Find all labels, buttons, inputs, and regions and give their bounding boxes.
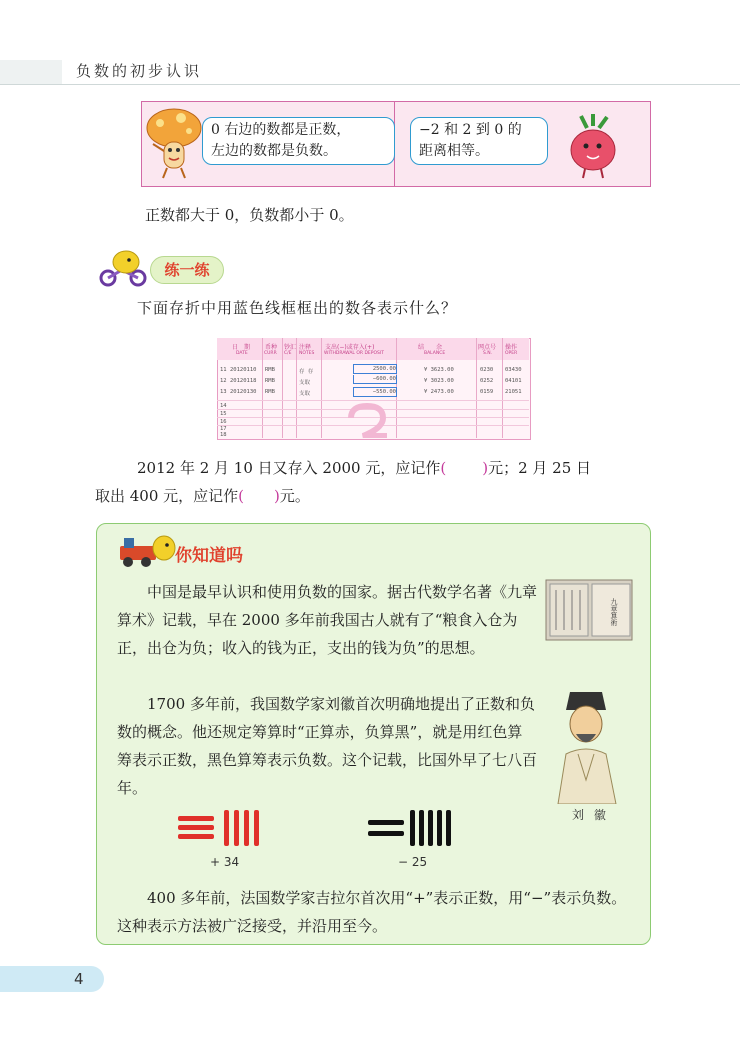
train-icon [116, 530, 178, 570]
speech-line: 距离相等。 [419, 143, 489, 159]
ledger-subheader-sn: S.N. [483, 351, 493, 356]
ledger-header-sn: 网点号 [478, 344, 497, 351]
speech-line: −2 和 2 到 0 的 [419, 122, 522, 138]
ledger-cell-balance: ¥ 2473.00 [424, 389, 454, 395]
chapter-title: 负数的初步认识 [76, 62, 203, 80]
watermark-swirl-graphic [345, 402, 393, 438]
fill-text: 元。 [279, 487, 310, 505]
ledger-cell-date: 20120110 [230, 367, 257, 373]
ledger-column-rule [282, 338, 283, 438]
positive-rod-label: + 34 [210, 855, 240, 869]
ledger-column-rule [321, 338, 322, 438]
ledger-subheader-notes: NOTES [299, 351, 315, 356]
ledger-cell-curr: RMB [265, 378, 275, 384]
book-title-lettering: 九章算術 [610, 598, 618, 626]
history-paragraph-2: 1700 多年前，我国数学家刘徽首次明确地提出了正数和负数的概念。他还规定筹算时“正算赤，负算黑”，就是用红色算筹表示正数，黑色算筹表示负数。这个记载，比国外早了七八百年。 [117, 695, 538, 797]
header-tab [0, 60, 62, 84]
ledger-subheader-balance: BALANCE [424, 351, 446, 356]
ledger-column-rule [296, 338, 297, 438]
ledger-cell-amount-highlighted: −600.00 [353, 375, 397, 384]
ledger-cell-oper: 21051 [505, 389, 522, 395]
ledger-cell-sn: 0159 [480, 389, 494, 395]
ledger-subheader-oper: OPER [505, 351, 518, 356]
speech-bubble-right [410, 117, 548, 165]
page-number-tab [0, 966, 104, 992]
history-paragraph-3: 400 多年前，法国数学家吉拉尔首次用“+”表示正数，用“−”表示负数。这种表示方法被广泛接受，并沿用至今。 [117, 889, 627, 935]
history-paragraph-1: 中国是最早认识和使用负数的国家。据古代数学名著《九章算术》记载，早在 2000 多年前我国古人就有了“粮食入仓为正，出仓为负；收入的钱为正，支出的钱为负”的思想。 [117, 583, 538, 657]
fill-blank-line-1 [137, 454, 591, 482]
ledger-header-ce: 钞汇 [284, 344, 297, 351]
speech-bubble-left [202, 117, 395, 165]
radish-character-illustration [563, 114, 623, 180]
ledger-header-notes: 注释 [299, 344, 312, 351]
ledger-header-oper: 操作 [505, 344, 518, 351]
ledger-cell-oper: 04101 [505, 378, 522, 384]
answer-blank-close: ) [482, 459, 489, 477]
speech-line: 左边的数都是负数。 [211, 143, 337, 159]
ledger-cell-note: 存 存 [299, 369, 314, 375]
ledger-row-number: 18 [220, 432, 227, 438]
header-divider [0, 84, 740, 85]
ledger-cell-sn: 0252 [480, 378, 494, 384]
ledger-cell-amount-highlighted: 2500.00 [353, 364, 397, 374]
ledger-row-number: 12 [220, 378, 227, 384]
ledger-subheader-curr: CURR [264, 351, 277, 356]
answer-blank-close: ) [274, 487, 280, 505]
ledger-header-balance: 结 余 [418, 344, 443, 351]
fill-text: 2012 年 2 月 10 日又存入 2000 元，应记作 [137, 459, 441, 477]
ledger-header-date: 日 期 [232, 344, 251, 351]
ledger-header-curr: 币种 [265, 344, 278, 351]
ledger-cell-curr: RMB [265, 389, 275, 395]
negative-rod-label: − 25 [398, 855, 428, 869]
fill-text: 元；2 月 25 日 [488, 459, 592, 477]
ledger-row-number: 17 [220, 426, 227, 432]
ledger-cell-date: 20120118 [230, 378, 257, 384]
ledger-cell-note: 支取 [299, 391, 311, 397]
did-you-know-title: 你知道吗 [175, 546, 243, 566]
red-counting-rods-positive [176, 808, 272, 848]
ledger-subheader-date: DATE [236, 351, 248, 356]
mushroom-character-illustration [145, 106, 203, 180]
fill-text: 取出 400 元，应记作 [95, 487, 239, 505]
black-counting-rods-negative [366, 808, 462, 848]
ledger-cell-balance: ¥ 3623.00 [424, 367, 454, 373]
ledger-cell-balance: ¥ 3023.00 [424, 378, 454, 384]
ledger-header-amount: 支出(−)或存入(+) [325, 344, 375, 351]
ledger-row-number: 15 [220, 411, 227, 417]
ledger-subheader-amount: WITHDRAWAL OR DEPOSIT [324, 351, 384, 356]
fill-blank-line-2 [95, 482, 310, 510]
page-number: 4 [74, 970, 84, 988]
liu-hui-portrait [536, 680, 636, 804]
ledger-row-rule [217, 400, 529, 401]
answer-blank-open: ( [440, 459, 447, 477]
ledger-row-number: 11 [220, 367, 227, 373]
ledger-cell-curr: RMB [265, 367, 275, 373]
portrait-caption: 刘 徽 [572, 808, 609, 822]
ledger-column-rule [262, 338, 263, 438]
ledger-cell-amount-highlighted: −550.00 [353, 387, 397, 397]
practice-label: 练一练 [150, 256, 224, 284]
ledger-cell-date: 20120130 [230, 389, 257, 395]
ledger-row-number: 13 [220, 389, 227, 395]
statement-text: 正数都大于 0，负数都小于 0。 [145, 206, 354, 224]
ledger-cell-note: 支取 [299, 380, 311, 386]
jiuzhang-book-image [544, 576, 634, 644]
practice-question: 下面存折中用蓝色线框框出的数各表示什么？ [137, 299, 458, 317]
ledger-row-number: 14 [220, 403, 227, 409]
answer-blank-open: ( [238, 487, 245, 505]
ledger-column-rule [476, 338, 477, 438]
ledger-column-rule [502, 338, 503, 438]
ledger-subheader-ce: C/E [284, 351, 292, 356]
ledger-cell-oper: 03430 [505, 367, 522, 373]
ledger-row-number: 16 [220, 419, 227, 425]
lemon-motorbike-icon [96, 248, 152, 288]
ledger-cell-sn: 0230 [480, 367, 494, 373]
speech-line: 0 右边的数都是正数， [211, 122, 351, 138]
